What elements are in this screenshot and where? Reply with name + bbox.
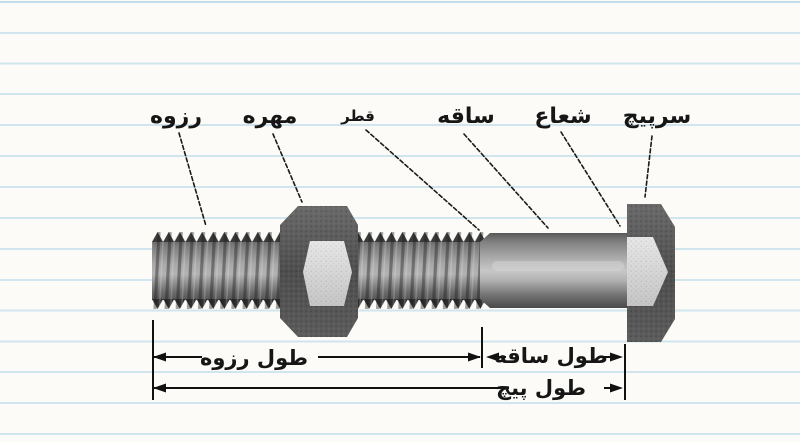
dimension-shank-length xyxy=(486,344,623,368)
label-head: سرپیچ xyxy=(622,104,692,129)
leader-nut xyxy=(273,134,302,202)
arrow-left-icon xyxy=(153,353,166,362)
dimension-bolt-length xyxy=(153,376,623,400)
leader-lines xyxy=(179,130,652,230)
label-shank: ساقه xyxy=(437,104,495,129)
arrow-right-icon xyxy=(468,353,481,362)
arrow-right-icon xyxy=(610,384,623,393)
label-diameter: قطر xyxy=(341,107,375,125)
dimension-thread-length xyxy=(153,346,481,370)
leader-radius xyxy=(561,132,620,226)
arrow-right-icon xyxy=(610,353,623,362)
nut xyxy=(280,206,358,337)
label-shank-length: طول ساقه xyxy=(494,344,608,368)
label-nut: مهره xyxy=(242,104,298,129)
leader-thread xyxy=(179,133,206,226)
label-radius: شعاع xyxy=(534,104,592,129)
head xyxy=(627,204,675,342)
label-thread: رزوه xyxy=(150,104,202,129)
leader-diameter xyxy=(366,130,479,230)
leader-shank xyxy=(464,134,548,228)
shank-section xyxy=(480,233,628,308)
label-bolt-length: طول پیچ xyxy=(495,376,587,400)
ruled-lines xyxy=(0,2,800,434)
label-thread-length: طول رزوه xyxy=(199,346,309,370)
